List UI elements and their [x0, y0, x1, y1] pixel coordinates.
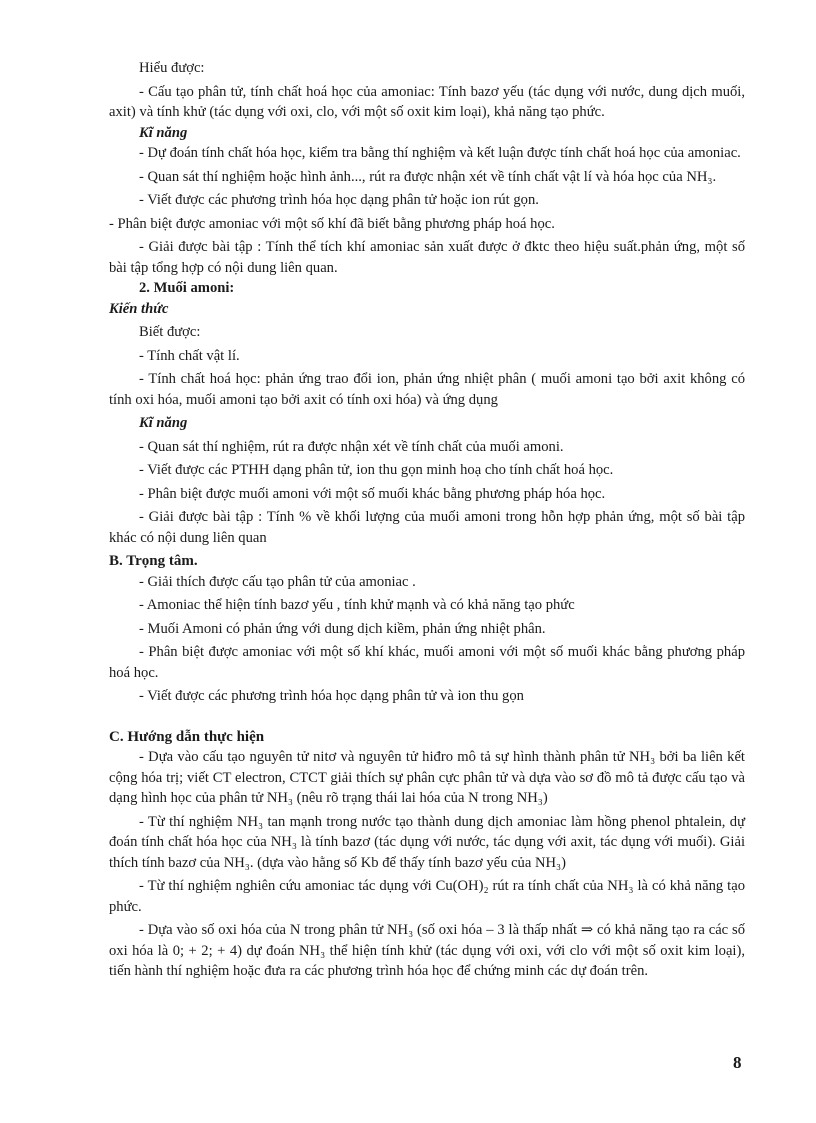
text-line: - Giải được bài tập : Tính thể tích khí amoniac sản xuất được ở đktc theo hiệu suất.phản ứng, một số bài tập tổng hợp có nội dung liên quan.	[109, 239, 745, 276]
text-line: - Từ thí nghiệm NH₃ tan mạnh trong nước tạo thành dung dịch amoniac làm hồng phenol phtalein, dự đoán tính chất hóa học của NH₃ là tính bazơ (tác dụng với nước, tác dụng với axit, tác dụng với muối). Giải thích tính bazơ của NH₃. (dựa vào hằng số Kb để thấy tính bazơ yếu của NH₃)	[109, 813, 745, 871]
text-line: Hiểu được:	[139, 60, 205, 76]
text-line: - Từ thí nghiệm nghiên cứu amoniac tác dụng với Cu(OH)₂ rút ra tính chất của NH₃ là có khả năng tạo phức.	[109, 878, 745, 915]
text-line: - Amoniac thể hiện tính bazơ yếu , tính khử mạnh và có khả năng tạo phức	[139, 597, 575, 613]
text-line: - Dự đoán tính chất hóa học, kiểm tra bằng thí nghiệm và kết luận được tính chất hoá học của amoniac.	[139, 145, 741, 161]
text-line: - Viết được các phương trình hóa học dạng phân tử và ion thu gọn	[139, 688, 524, 704]
text-line: - Tính chất vật lí.	[139, 347, 240, 364]
text-line: - Cấu tạo phân tử, tính chất hoá học của amoniac: Tính bazơ yếu (tác dụng với nước, dung dịch muối, axit) và tính khử (tác dụng với oxi, clo, với một số oxit kim loại), khả năng tạo phức.	[109, 83, 745, 120]
text-line: - Viết được các phương trình hóa học dạng phân tử hoặc ion rút gọn.	[139, 192, 539, 208]
text-line: B. Trọng tâm.	[109, 553, 198, 569]
text-line: - Phân biệt được amoniac với một số khí đã biết bằng phương pháp hoá học.	[109, 215, 555, 232]
text-line: 2. Muối amoni:	[139, 280, 235, 296]
text-line: - Quan sát thí nghiệm hoặc hình ảnh..., rút ra được nhận xét về tính chất vật lí và hóa học của NH₃.	[139, 168, 717, 185]
text-line: - Dựa vào số oxi hóa của N trong phân tử NH₃ (số oxi hóa – 3 là thấp nhất ⇒ có khả năng tạo ra các số oxi hóa là 0; + 2; + 4) dự đoán NH₃ thể hiện tính khử (tác dụng với oxi, với clo với một số oxit kim loại), tiến hành thí nghiệm hoặc đưa ra các phương trình hóa học để chứng minh các dự đoán trên.	[109, 922, 745, 979]
text-line: - Tính chất hoá học: phản ứng trao đổi ion, phản ứng nhiệt phân ( muối amoni tạo bởi axit không có tính oxi hóa, muối amoni tạo bởi axit có tính oxi hóa) và ứng dụng	[109, 371, 745, 408]
text-line: - Quan sát thí nghiệm, rút ra được nhận xét về tính chất của muối amoni.	[139, 438, 564, 455]
text-line: - Dựa vào cấu tạo nguyên tử nitơ và nguyên tử hiđro mô tả sự hình thành phân tử NH₃ bởi ba liên kết cộng hóa trị; viết CT electron, CTCT giải thích sự phân cực phân tử và dựa vào sơ đồ mô tả được cấu tạo và dạng hình học của phân tử NH₃ (nêu rõ trạng thái lai hóa của N trong NH₃)	[109, 749, 745, 806]
text-line: - Giải được bài tập : Tính % về khối lượng của muối amoni trong hỗn hợp phản ứng, một số bài tập khác có nội dung liên quan	[109, 509, 745, 546]
document-body	[109, 58, 745, 982]
text-line: Biết được:	[139, 324, 201, 340]
text-line: Kiến thức	[109, 300, 169, 317]
text-line: - Viết được các PTHH dạng phân tử, ion thu gọn minh hoạ cho tính chất hoá học.	[139, 462, 614, 478]
text-line: - Muối Amoni có phản ứng với dung dịch kiềm, phản ứng nhiệt phân.	[139, 620, 546, 637]
text-line: - Phân biệt được muối amoni với một số muối khác bằng phương pháp hóa học.	[139, 485, 606, 502]
text-line: - Giải thích được cấu tạo phân tử của amoniac .	[139, 573, 416, 590]
text-line: Kĩ năng	[139, 415, 188, 431]
text-line: - Phân biệt được amoniac với một số khí khác, muối amoni với một số muối khác bằng phương pháp hoá học.	[109, 644, 745, 681]
page-number: 8	[733, 1053, 742, 1072]
text-line: Kĩ năng	[139, 124, 188, 141]
text-line: C. Hướng dẫn thực hiện	[109, 728, 265, 745]
